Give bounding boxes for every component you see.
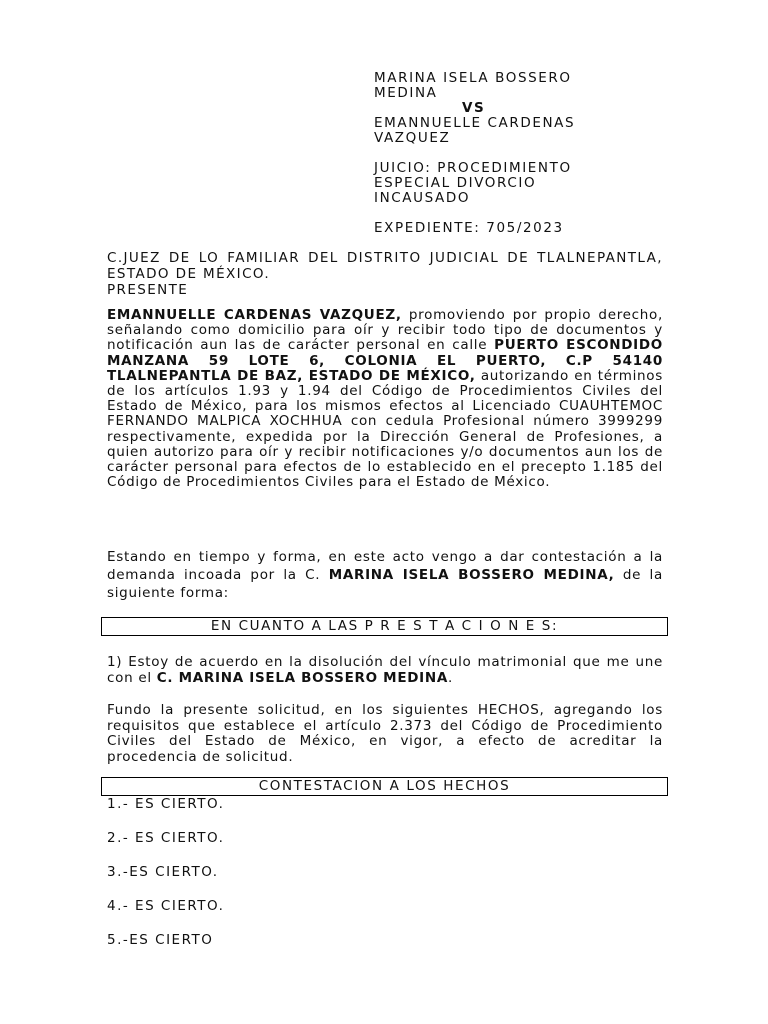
point-1-text: 1) Estoy de acuerdo en la disolución del vínculo matrimonial que me une con el: [107, 654, 663, 686]
domicile-address: PUERTO ESCONDIDO MANZANA 59 LOTE 6, COLONIA EL PUERTO, C.P 54140 TLALNEPANTLA DE BAZ, ESTADO DE MÉXICO,: [107, 337, 663, 384]
presente-label: PRESENTE: [107, 282, 189, 298]
response-paragraph: [107, 548, 663, 602]
response-text-2: de la siguiente forma:: [107, 567, 663, 601]
plaintiff-line-1: MARINA ISELA BOSSERO: [374, 70, 572, 86]
file-number: EXPEDIENTE: 705/2023: [374, 220, 564, 236]
point-1-name: C. MARINA ISELA BOSSERO MEDINA: [156, 669, 449, 686]
defendant-line-1: EMANNUELLE CARDENAS: [374, 115, 576, 131]
fundamento-paragraph: Fundo la presente solicitud, en los siguientes HECHOS, agregando los requisitos que establece el artículo 2.373 del Código de Procedimiento Civiles del Estado de México, en vigor, a efecto de acreditar la procedencia de solicitud.: [107, 702, 663, 765]
plaintiff-name: MARINA ISELA BOSSERO MEDINA,: [328, 567, 615, 583]
hechos-answers: [107, 797, 507, 967]
defendant-line-2: VAZQUEZ: [374, 130, 451, 146]
trial-line-2: ESPECIAL DIVORCIO: [374, 175, 537, 191]
response-text-1: Estando en tiempo y forma, en este acto vengo a dar contestación a la demanda incoada por la C.: [107, 549, 663, 583]
section-heading-hechos: CONTESTACION A LOS HECHOS: [101, 777, 668, 796]
versus-label: VS: [462, 100, 486, 116]
hecho-answer-3: 3.-ES CIERTO.: [107, 864, 219, 880]
court-name: C.JUEZ DE LO FAMILIAR DEL DISTRITO JUDICIAL DE TLALNEPANTLA, ESTADO DE MÉXICO.: [107, 250, 663, 282]
intro-paragraph: [107, 308, 663, 490]
case-caption: [374, 71, 674, 236]
defendant-name: EMANNUELLE CARDENAS VAZQUEZ,: [107, 307, 402, 323]
plaintiff-line-2: MEDINA: [374, 85, 438, 101]
intro-text-2: autorizando en términos de los artículos 1.93 y 1.94 del Código de Procedimientos Civiles del Estado de México, para los mismos efectos al Licenciado CUAUHTEMOC FERNANDO MALPICA XOCHHUA con cedula Profesional número 3999299 respectivamente, expedida por la Dirección General de Profesiones, a quien autorizo para oír y recibir notificaciones y/o documentos aun los de carácter personal para efectos de lo establecido en el precepto 1.185 del Código de Procedimientos Civiles para el Estado de México.: [107, 367, 664, 491]
section-heading-prestaciones: EN CUANTO A LAS P R E S T A C I O N E S:: [101, 617, 668, 636]
hecho-answer-4: 4.- ES CIERTO.: [107, 898, 225, 914]
court-addressee: [107, 250, 663, 298]
point-1-end: .: [448, 669, 454, 686]
intro-text-1: promoviendo por propio derecho, señalando como domicilio para oír y recibir todo tipo de documentos y notificación aun las de carácter personal en calle: [107, 307, 663, 354]
trial-line-1: JUICIO: PROCEDIMIENTO: [374, 160, 572, 176]
hecho-answer-2: 2.- ES CIERTO.: [107, 830, 225, 846]
hecho-answer-5: 5.-ES CIERTO: [107, 932, 214, 948]
point-1-paragraph: [107, 655, 663, 686]
trial-line-3: INCAUSADO: [374, 190, 471, 206]
hecho-answer-1: 1.- ES CIERTO.: [107, 796, 225, 812]
